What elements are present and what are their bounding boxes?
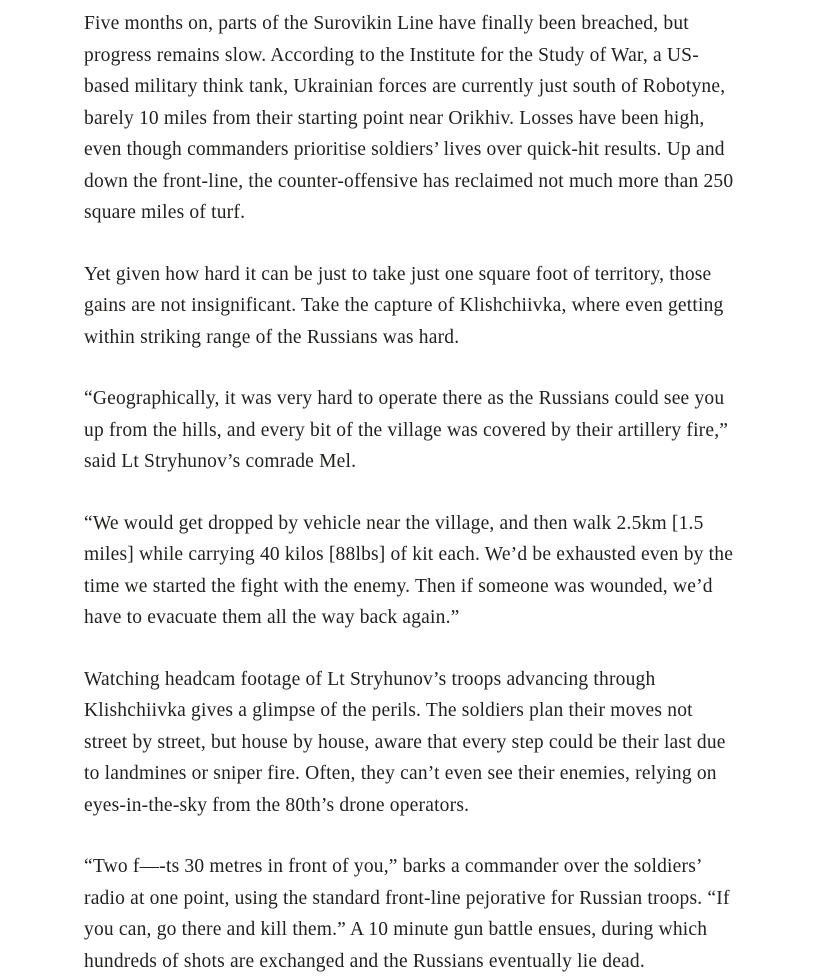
article-paragraph: “We would get dropped by vehicle near the village, and then walk 2.5km [1.5 miles] while carrying 40 kilos [88lbs] of kit each. We’d be exhausted even by the time we started the fight with the enemy. Then if someone was wounded, we’d have to evacuate them all the way back again.” xyxy=(84,512,734,628)
article-paragraph: Watching headcam footage of Lt Stryhunov’s troops advancing through Klishchiivka gives a glimpse of the perils. The soldiers plan their moves not street by street, but house by house, aware that every step could be their last due to landmines or sniper fire. Often, they can’t even see their enemies, relying on eyes-in-the-sky from the 80th’s drone operators. xyxy=(84,668,726,816)
article-paragraph: “Two f—-ts 30 metres in front of you,” barks a commander over the soldiers’ radio at one point, using the standard front-line pejorative for Russian troops. “If you can, go there and kill them.” A 10 minute gun battle ensues, during which hundreds of shots are exchanged and the Russians eventually lie dead. xyxy=(84,856,730,972)
article-paragraph: “Geographically, it was very hard to operate there as the Russians could see you up from the hills, and every bit of the village was covered by their artillery fire,” said Lt Stryhunov’s comrade Mel. xyxy=(84,388,729,472)
article-paragraph: Yet given how hard it can be just to take just one square foot of territory, those gains are not insignificant. Take the capture of Klishchiivka, where even getting within striking range of the Russians was hard. xyxy=(84,263,724,348)
article-paragraph: Five months on, parts of the Surovikin Line have finally been breached, but progress remains slow. According to the Institute for the Study of War, a US-based military think tank, Ukrainian forces are currently just south of Robotyne, barely 10 miles from their starting point near Orikhiv. Losses have been high, even though commanders prioritise soldiers’ lives over quick-hit results. Up and down the front-line, the counter-offensive has reclaimed not much more than 250 square miles of turf. xyxy=(84,13,734,223)
